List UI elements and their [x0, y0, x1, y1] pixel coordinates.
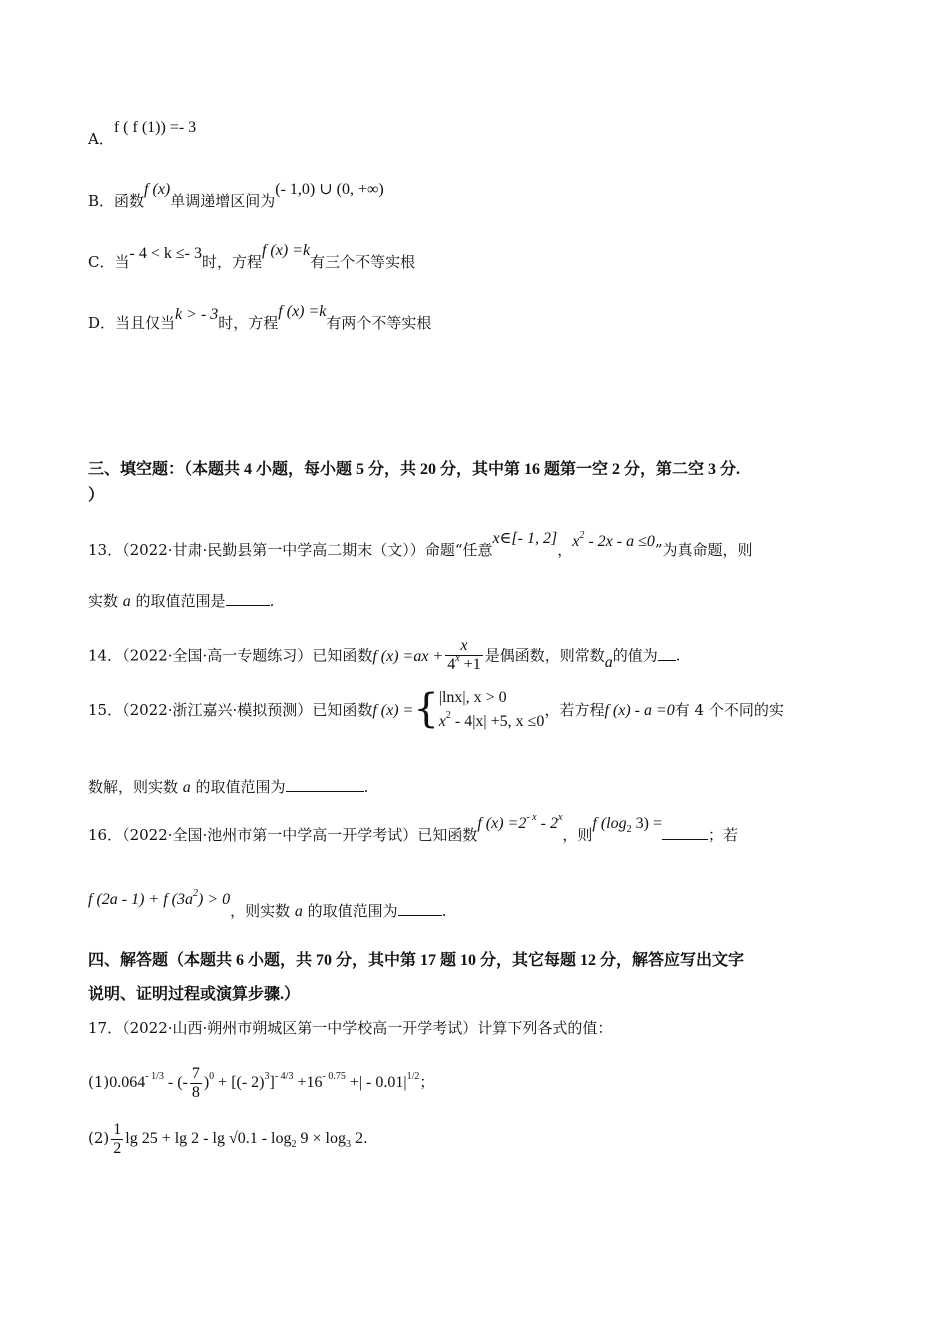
- math-part: f (2a - 1) + f (3a: [88, 891, 193, 908]
- case-1: |lnx|, x > 0: [438, 689, 507, 706]
- math-part: ]: [269, 1074, 275, 1091]
- option-letter: C．: [88, 253, 115, 271]
- math-expression: k > - 3: [175, 306, 219, 323]
- question-text: 已知函数: [312, 646, 373, 665]
- question-text: ，: [557, 541, 573, 559]
- section-heading-fill-in: [88, 457, 740, 509]
- math-expression: [477, 812, 563, 832]
- heading-text: ）: [88, 487, 105, 504]
- option-c: [88, 242, 416, 274]
- math-part: ) > 0: [198, 891, 231, 908]
- math-sub: 2: [291, 1139, 297, 1150]
- part-label: (1): [88, 1073, 110, 1091]
- math-sup: 2: [445, 710, 451, 721]
- math-sup: x: [455, 653, 460, 664]
- math-part: x: [438, 713, 446, 730]
- math-part: - (-: [163, 1074, 188, 1091]
- heading-text: 三、填空题：（本题共 4 小题，每小题 5 分，共 20 分，其中第 16 题第一空 2 分，第二空 3 分.: [88, 461, 741, 478]
- math-sup: - 0.75: [322, 1071, 346, 1082]
- math-expression: [88, 888, 231, 908]
- question-13: [88, 530, 753, 564]
- option-letter: A．: [88, 130, 114, 148]
- question-text: 已知函数: [417, 826, 478, 844]
- math-part: +| - 0.01|: [345, 1074, 407, 1091]
- math-expression: [572, 530, 655, 550]
- punct: ；: [419, 1073, 435, 1091]
- question-15-line2: [88, 776, 368, 799]
- option-text: 函数: [114, 192, 145, 210]
- question-text: 的取值范围是: [130, 592, 226, 610]
- question-number: 13．: [88, 541, 123, 559]
- question-number: 16．: [88, 826, 123, 844]
- math-variable: a: [122, 593, 131, 610]
- math-expression: f ( f (1)) =- 3: [113, 119, 197, 136]
- question-text: 计算下列各式的值：: [477, 1019, 613, 1037]
- option-a: [88, 119, 197, 151]
- section-heading-solutions: [88, 944, 744, 1012]
- math-expression: (- 1,0) ∪ (0, +∞): [275, 181, 384, 198]
- answer-blank: [398, 901, 442, 916]
- question-number: 15．: [88, 701, 123, 719]
- question-number: 14．: [88, 646, 123, 665]
- question-number: 17．: [88, 1019, 123, 1037]
- option-text: 有两个不等实根: [326, 314, 432, 332]
- math-sup: 0: [209, 1071, 215, 1082]
- answer-blank: [662, 825, 708, 840]
- heading-text: 说明、证明过程或演算步骤.）: [88, 986, 301, 1003]
- math-part: - 4|x| +5, x ≤0: [450, 713, 545, 730]
- question-text: 的值为: [612, 646, 658, 665]
- fraction-numerator: 1: [113, 1120, 122, 1138]
- math-sup: - 1/3: [145, 1071, 164, 1082]
- question-16-line2: [88, 888, 447, 925]
- question-text: 的取值范围为: [190, 778, 286, 796]
- math-expression: f (x) =k: [261, 242, 311, 259]
- question-text: ，则: [562, 826, 593, 844]
- math-sup: 2: [579, 530, 585, 541]
- math-part: lg 25 + lg 2 - lg √0.1 - log: [125, 1130, 292, 1147]
- question-text: 命题“任意: [424, 541, 493, 559]
- option-text: 单调递增区间为: [170, 192, 276, 210]
- math-part: 0.064: [109, 1074, 146, 1091]
- question-text: 数解，则实数: [88, 778, 183, 796]
- option-text: 当且仅当: [115, 314, 176, 332]
- fraction-denominator: 8: [191, 1083, 200, 1101]
- math-part: f (log: [592, 815, 627, 832]
- math-part: 3) =: [631, 815, 662, 832]
- math-expression: f (x): [144, 181, 171, 198]
- option-text: 时，方程: [218, 314, 279, 332]
- fraction: [190, 1065, 202, 1102]
- punct: .: [363, 778, 369, 796]
- math-expression: [109, 1064, 420, 1101]
- case-2: [439, 710, 545, 736]
- math-part: +16: [293, 1074, 323, 1091]
- left-brace-icon: {: [413, 686, 439, 732]
- math-expression: f (x) - a =0: [604, 702, 675, 719]
- math-part: f (x) =2: [477, 815, 527, 832]
- math-part: 2: [350, 1130, 363, 1147]
- question-17: [88, 1017, 612, 1039]
- math-part: ): [203, 1074, 210, 1091]
- question-17-part-2: [88, 1118, 368, 1161]
- math-part: 9 × log: [296, 1130, 346, 1147]
- question-text: ”为真命题，则: [654, 541, 753, 559]
- question-source: （2022·山西·朔州市朔城区第一中学校高一开学考试）: [122, 1019, 478, 1037]
- question-15: [88, 686, 784, 736]
- question-text: 已知函数: [312, 701, 373, 719]
- fraction-numerator: x: [445, 637, 482, 656]
- question-text: ，则实数: [230, 902, 295, 920]
- math-variable: a: [294, 903, 303, 920]
- math-expression: f (x) =k: [278, 303, 327, 320]
- option-text: 时，方程: [201, 253, 262, 271]
- answer-blank: [286, 777, 364, 792]
- math-sub: 3: [345, 1139, 351, 1150]
- math-part: + [(- 2): [214, 1074, 265, 1091]
- punct: .: [362, 1129, 368, 1147]
- heading-text: 四、解答题（本题共 6 小题，共 70 分，其中第 17 题 10 分，其它每题 12 分，解答应写出文字: [88, 952, 745, 969]
- question-source: （2022·全国·高一专题练习）: [122, 646, 313, 665]
- question-text: 实数: [88, 592, 123, 610]
- option-letter: B．: [88, 192, 115, 210]
- question-17-part-1: [88, 1062, 434, 1105]
- math-expression: x∈[- 1, 2]: [492, 530, 558, 547]
- punct: .: [269, 592, 275, 610]
- question-text: 的取值范围为: [302, 902, 398, 920]
- answer-blank: [658, 646, 676, 661]
- math-part: 4: [447, 656, 456, 673]
- fraction-denominator: [445, 653, 482, 676]
- math-sup: 2: [193, 888, 198, 899]
- math-part: - 2x - a ≤0: [584, 533, 655, 550]
- option-text: 当: [114, 253, 130, 271]
- piecewise-cases: [439, 686, 545, 736]
- part-label: (2): [88, 1129, 110, 1147]
- math-sup: x: [557, 812, 563, 823]
- math-part: x: [572, 533, 580, 550]
- math-sup: 3: [264, 1071, 270, 1082]
- math-expression: [592, 815, 662, 835]
- question-text: ，若方程: [544, 701, 605, 719]
- answer-blank: [226, 591, 270, 606]
- option-b: [88, 181, 384, 213]
- option-text: 有三个不等实根: [310, 253, 416, 271]
- fraction-numerator: 7: [191, 1064, 200, 1082]
- math-variable: a: [604, 653, 613, 671]
- math-part: - 2: [536, 815, 558, 832]
- fraction: [445, 637, 482, 676]
- math-expression: f (x) =ax +: [372, 647, 444, 665]
- math-sup: 1/2: [406, 1071, 420, 1082]
- fraction: [111, 1121, 123, 1158]
- math-variable: a: [182, 779, 191, 796]
- fraction-denominator: 2: [113, 1139, 122, 1157]
- math-part: +1: [459, 656, 481, 673]
- question-13-line2: [88, 590, 274, 613]
- question-14: [88, 637, 681, 676]
- math-expression: - 4 < k ≤- 3: [129, 245, 202, 262]
- math-sub: 2: [626, 824, 632, 835]
- option-letter: D．: [88, 314, 116, 332]
- question-text: 有 4 个不同的实: [674, 701, 784, 719]
- math-sup: - 4/3: [274, 1071, 294, 1082]
- question-source: （2022·浙江嘉兴·模拟预测）: [122, 701, 313, 719]
- math-expression: f (x) =: [372, 702, 414, 719]
- math-expression: [109, 1120, 363, 1157]
- question-text: ；若: [707, 826, 738, 844]
- option-d: [88, 303, 432, 335]
- question-source: （2022·全国·池州市第一中学高一开学考试）: [122, 826, 418, 844]
- punct: .: [441, 902, 447, 920]
- punct: .: [675, 646, 681, 665]
- question-text: 是偶函数，则常数: [484, 646, 605, 665]
- question-16: [88, 812, 738, 849]
- math-sup: - x: [526, 812, 537, 823]
- question-source: （2022·甘肃·民勤县第一中学高二期末（文））: [122, 541, 425, 559]
